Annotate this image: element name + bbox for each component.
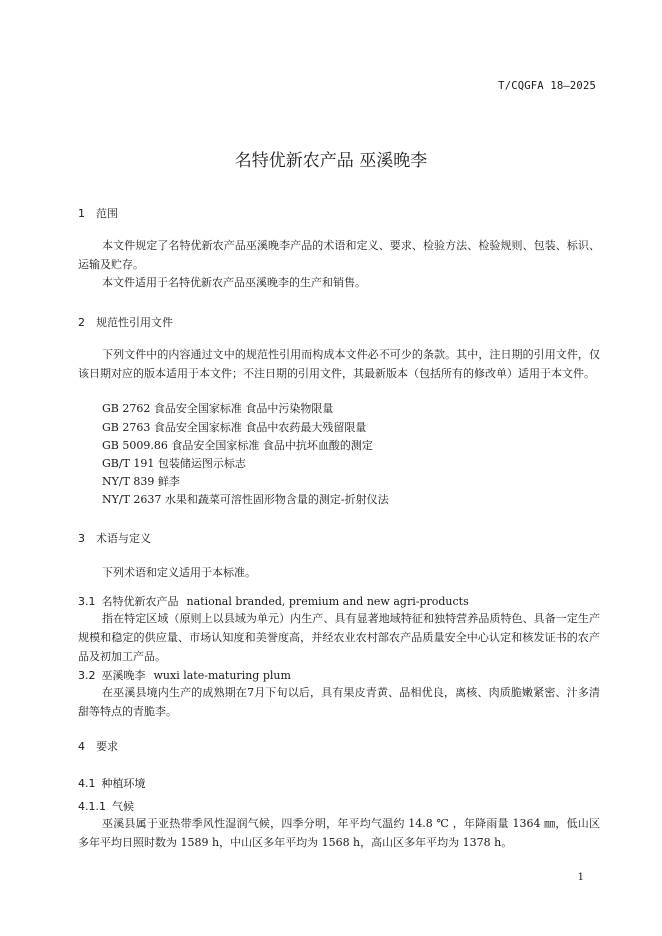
term-english: wuxi late-maturing plum (153, 669, 291, 682)
section-heading-terms (78, 530, 151, 546)
subsubsection-title: 气候 (112, 800, 134, 813)
section-heading-scope (78, 205, 118, 221)
paragraph: 本文件适用于名特优新农产品巫溪晚李的生产和销售。 (102, 276, 366, 289)
section-title: 规范性引用文件 (96, 316, 173, 329)
section-number: 2 (78, 316, 85, 329)
reference-item: NY/T 839 鲜李 (102, 475, 180, 488)
section-number: 4 (78, 740, 85, 753)
section-heading-normative-references (78, 314, 173, 330)
subsubsection-heading (78, 798, 134, 814)
section-number: 1 (78, 207, 85, 220)
document-title: 名特优新农产品 巫溪晚李 (234, 151, 428, 171)
reference-item: GB/T 191 包装储运图示标志 (102, 457, 246, 470)
reference-item: GB 2763 食品安全国家标准 食品中农药最大残留限量 (102, 421, 367, 434)
term-definition: 指在特定区域（原则上以县域为单元）内生产、具有显著地域特征和独特营养品质特色、具备一定生产规模和稳定的供应量、市场认知度和美誉度高，并经农业农村部农产品质量安全中心认定和核发证书的农产品及初加工产品。 (78, 612, 600, 663)
section-title: 术语与定义 (96, 532, 151, 545)
paragraph: 下列文件中的内容通过文中的规范性引用而构成本文件必不可少的条款。其中，注日期的引用文件，仅该日期对应的版本适用于本文件；不注日期的引用文件，其最新版本（包括所有的修改单）适用于本文件。 (78, 348, 600, 380)
section-heading-requirements (78, 738, 118, 754)
section-title: 要求 (96, 740, 118, 753)
paragraph: 下列术语和定义适用于本标准。 (102, 566, 256, 579)
paragraph: 本文件规定了名特优新农产品巫溪晚李产品的术语和定义、要求、检验方法、检验规则、包装、标识、运输及贮存。 (78, 239, 600, 271)
subsubsection-number: 4.1.1 (78, 800, 106, 813)
reference-item: NY/T 2637 水果和蔬菜可溶性固形物含量的测定-折射仪法 (102, 493, 389, 506)
term-name: 名特优新农产品 (101, 595, 179, 608)
term-number: 3.2 (78, 669, 96, 682)
term-name: 巫溪晚李 (101, 669, 146, 682)
term-heading (78, 593, 469, 609)
subsection-heading (78, 775, 146, 791)
subsection-title: 种植环境 (101, 777, 146, 790)
section-number: 3 (78, 532, 85, 545)
term-english: national branded, premium and new agri-products (186, 595, 469, 608)
subsection-number: 4.1 (78, 777, 96, 790)
section-title: 范围 (96, 207, 118, 220)
reference-item: GB 2762 食品安全国家标准 食品中污染物限量 (102, 402, 334, 415)
term-definition: 在巫溪县境内生产的成熟期在7月下旬以后，具有果皮青黄、品相优良，离核、肉质脆嫩紧密、汁多清甜等特点的青脆李。 (78, 686, 600, 718)
reference-item: GB 5009.86 食品安全国家标准 食品中抗坏血酸的测定 (102, 439, 373, 452)
standard-code: T/CQGFA 18—2025 (498, 80, 596, 92)
term-heading (78, 667, 291, 683)
page-number: 1 (577, 872, 584, 883)
term-number: 3.1 (78, 595, 96, 608)
paragraph: 巫溪县属于亚热带季风性湿润气候，四季分明，年平均气温约 14.8 ℃ ，年降雨量 1364 ㎜，低山区多年平均日照时数为 1589 h，中山区多年平均为 1568 h，高山区多年平均为 1378 h。 (78, 817, 600, 849)
